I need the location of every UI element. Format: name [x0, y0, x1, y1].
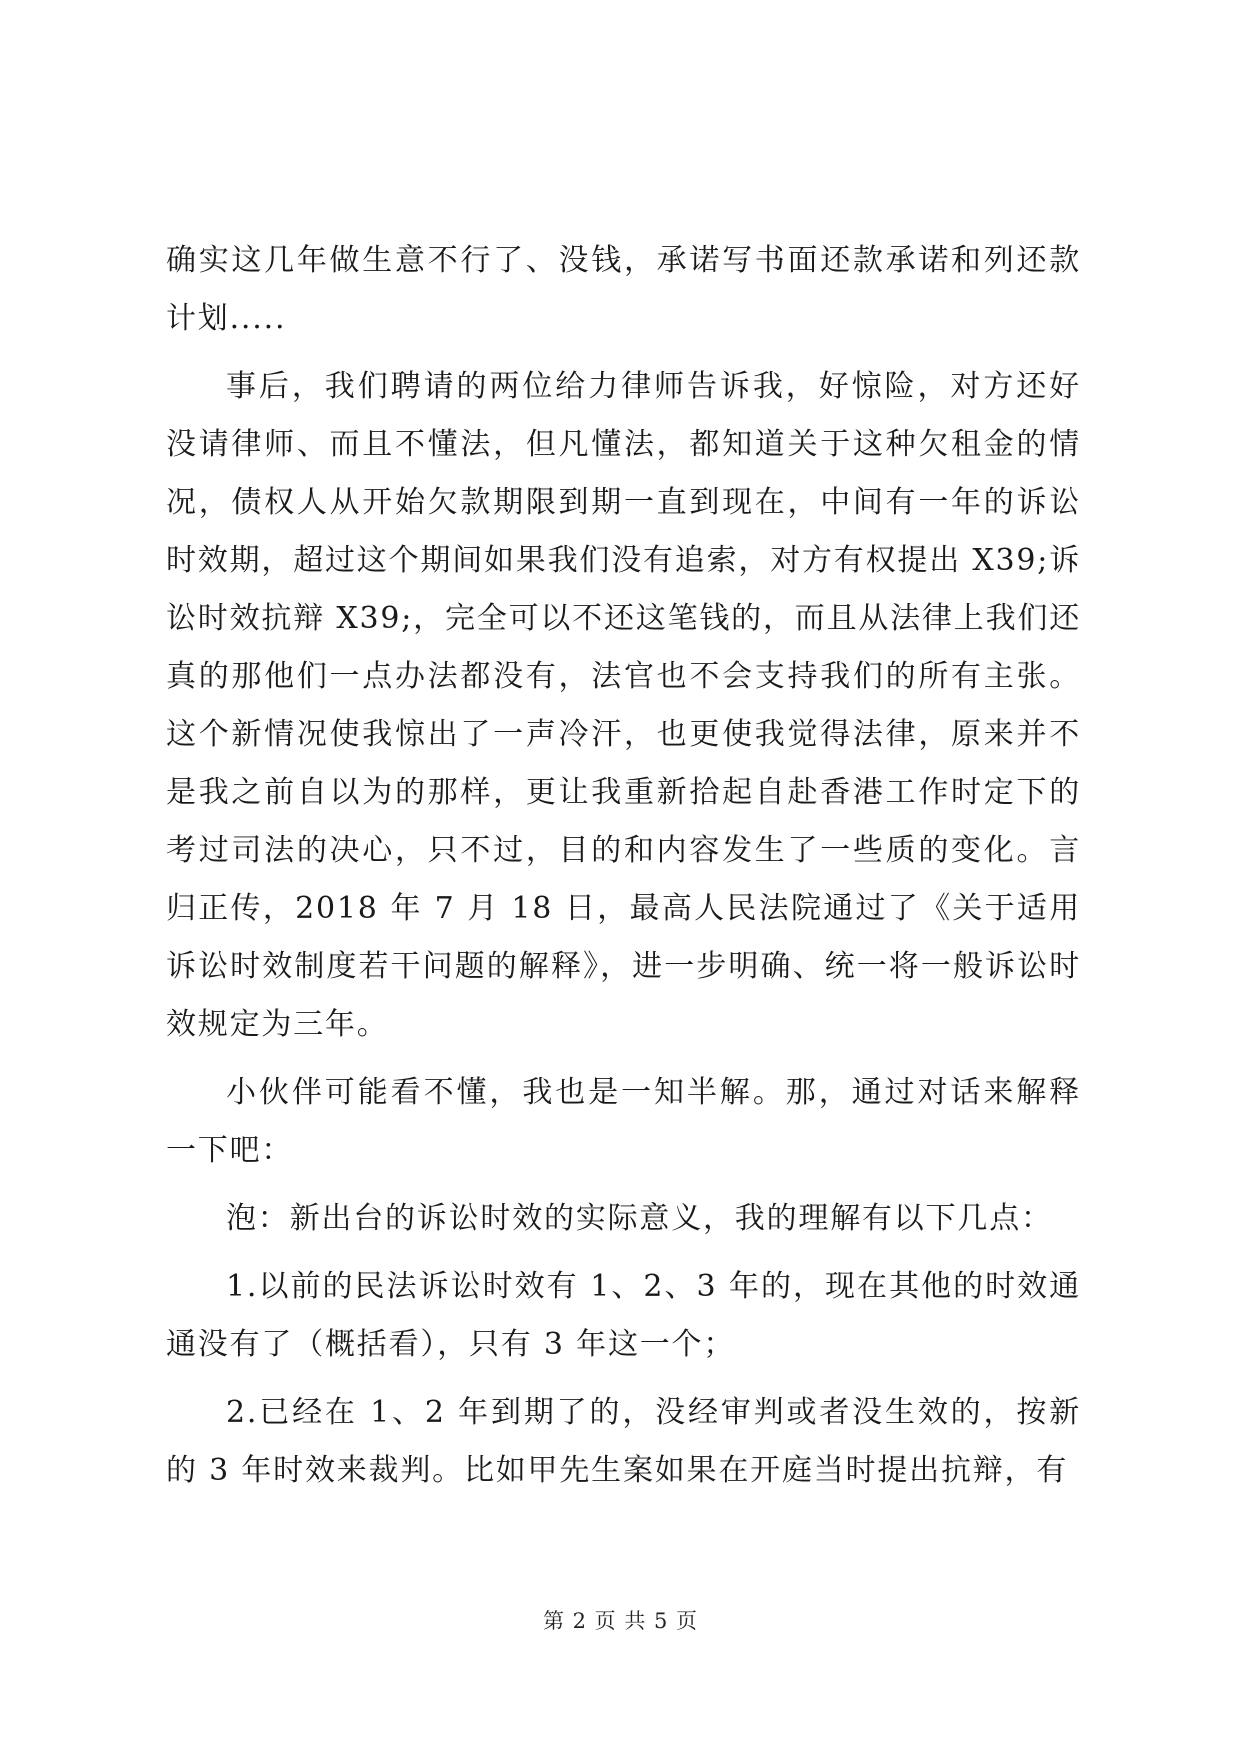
paragraph-2: 事后，我们聘请的两位给力律师告诉我，好惊险，对方还好没请律师、而且不懂法，但凡懂法，都知道关于这种欠租金的情况，债权人从开始欠款期限到期一直到现在，中间有一年的诉讼时效期，超过这个期间如果我们没有追索，对方有权提出 X39;诉讼时效抗辩 X39;，完全可以不还这笔钱的，而且从法律上我们还真的那他们一点办法都没有，法官也不会支持我们的所有主张。这个新情况使我惊出了一声冷汗，也更使我觉得法律，原来并不是我之前自以为的那样，更让我重新拾起自赴香港工作时定下的考过司法的决心，只不过，目的和内容发生了一些质的变化。言归正传，2018 年 7 月 18 日，最高人民法院通过了《关于适用诉讼时效制度若干问题的解释》，进一步明确、统一将一般诉讼时效规定为三年。	[166, 369, 1081, 1042]
paragraph-6: 2.已经在 1、2 年到期了的，没经审判或者没生效的，按新的 3 年时效来裁判。比如甲先生案如果在开庭当时提出抗辩，有	[166, 1395, 1081, 1488]
paragraph-3: 小伙伴可能看不懂，我也是一知半解。那，通过对话来解释一下吧：	[166, 1075, 1081, 1168]
paragraph-4: 泡：新出台的诉讼时效的实际意义，我的理解有以下几点：	[226, 1201, 1053, 1236]
document-body	[166, 232, 1081, 1510]
page-number-footer: 第 2 页 共 5 页	[542, 1609, 699, 1633]
paragraph-5: 1.以前的民法诉讼时效有 1、2、3 年的，现在其他的时效通通没有了（概括看），只有 3 年这一个；	[166, 1269, 1081, 1362]
paragraph-1: 确实这几年做生意不行了、没钱，承诺写书面还款承诺和列还款计划.....	[166, 243, 1081, 336]
